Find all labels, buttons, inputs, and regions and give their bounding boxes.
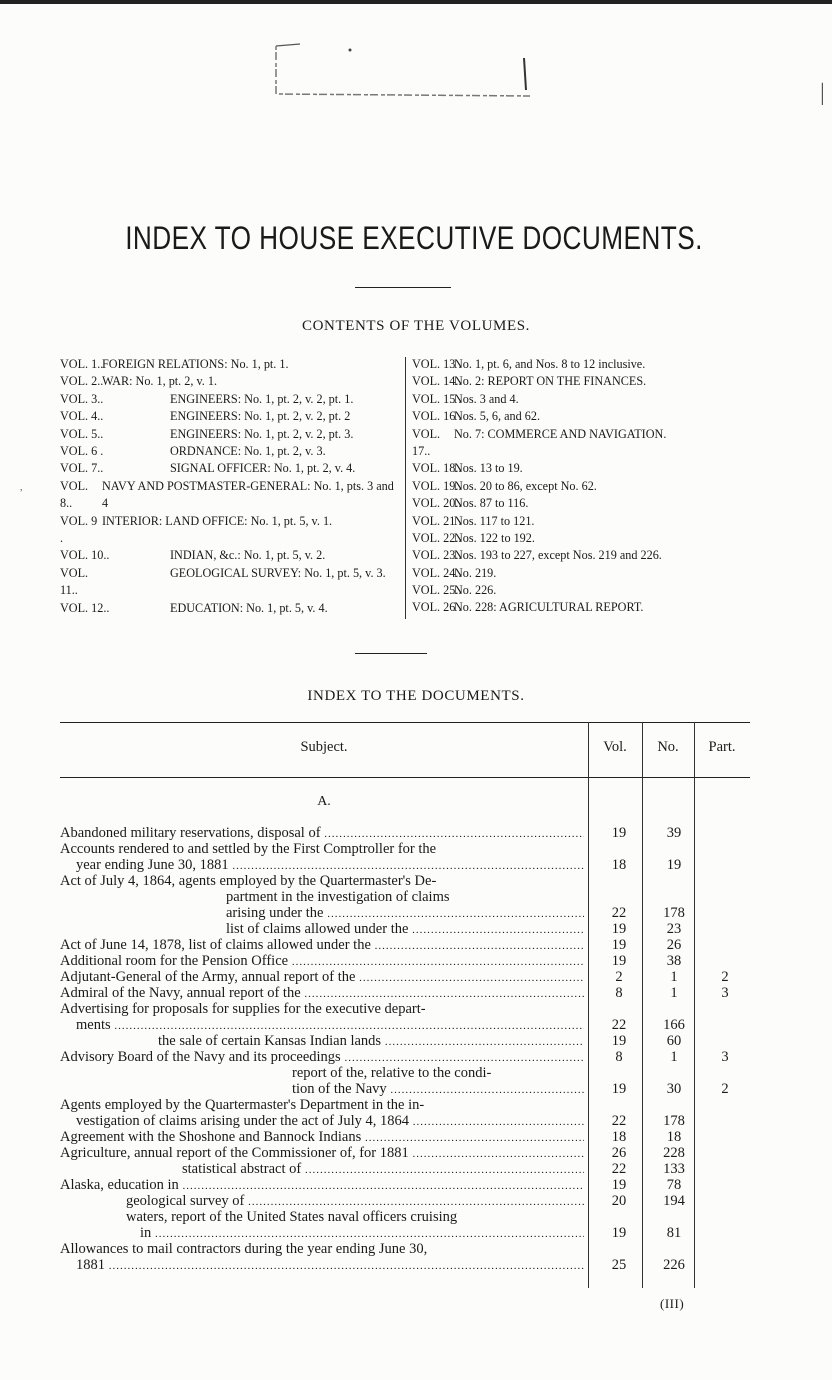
table-header-rule <box>60 777 750 778</box>
row-vol: 19 <box>611 825 627 841</box>
row-no: 226 <box>663 1257 685 1273</box>
subject-text: Act of July 4, 1864, agents employed by the Quartermaster's De- <box>60 873 437 889</box>
row-vol: 22 <box>611 1161 627 1177</box>
vol-label: VOL. 3.. <box>60 391 104 406</box>
row-no: 78 <box>666 1177 682 1193</box>
vol-entry <box>60 391 400 408</box>
row-vol: 22 <box>611 1017 627 1033</box>
vol-entry <box>412 530 757 547</box>
vol-contents: SIGNAL OFFICER: No. 1, pt. 2, v. 4. <box>170 461 356 476</box>
table-row <box>60 1241 750 1273</box>
table-row <box>60 825 750 841</box>
row-subject <box>60 985 584 1002</box>
vol-contents: EDUCATION: No. 1, pt. 5, v. 4. <box>170 600 328 615</box>
vol-contents: Nos. 193 to 227, except Nos. 219 and 226. <box>454 548 662 563</box>
row-subject <box>60 1161 584 1178</box>
vol-label: VOL. 7.. <box>60 461 104 476</box>
volumes-left-column <box>60 356 400 617</box>
table-row <box>60 1145 750 1161</box>
subject-text: the sale of certain Kansas Indian lands ..... <box>158 1033 584 1049</box>
vol-contents: Nos. 117 to 121. <box>454 513 535 528</box>
subject-text: list of claims allowed under the ..... <box>226 921 584 937</box>
vol-contents: No. 1, pt. 6, and Nos. 8 to 12 inclusive. <box>454 357 646 371</box>
vol-header: Vol. <box>603 739 627 755</box>
row-no: 19 <box>666 857 682 873</box>
vol-entry <box>412 599 757 616</box>
vol-entry <box>412 582 757 599</box>
subject-text: Agriculture, annual report of the Commissioner of, for 1881 ..... <box>60 1145 584 1161</box>
vol-label: VOL. 12.. <box>60 600 110 615</box>
row-subject <box>60 1033 584 1050</box>
subject-text: waters, report of the United States naval officers cruising <box>126 1209 458 1225</box>
vol-label: VOL. 4.. <box>60 409 104 424</box>
row-subject <box>60 1097 584 1130</box>
subject-text: Agents employed by the Quartermaster's Department in the in- <box>60 1097 425 1113</box>
row-no: 30 <box>666 1081 682 1097</box>
vol-contents: Nos. 87 to 116. <box>454 496 529 511</box>
row-vol: 18 <box>611 857 627 873</box>
row-vol: 8 <box>615 1049 623 1065</box>
volumes-right-column <box>412 356 757 617</box>
vol-entry <box>60 408 400 425</box>
contents-heading: CONTENTS OF THE VOLUMES. <box>301 318 531 334</box>
vol-label: VOL. 25.. <box>412 583 462 598</box>
row-subject <box>60 969 584 986</box>
section-rule <box>355 653 427 654</box>
subject-text: Accounts rendered to and settled by the First Comptroller for the <box>60 841 437 857</box>
row-no: 178 <box>663 1113 685 1129</box>
vol-entry <box>60 565 400 600</box>
table-row <box>60 1177 750 1193</box>
vol-label: VOL. 2.. <box>60 374 104 389</box>
table-row <box>60 1001 750 1033</box>
row-part: 2 <box>721 969 729 985</box>
row-vol: 19 <box>611 1225 627 1241</box>
vol-entry <box>412 547 757 564</box>
row-no: 1 <box>670 985 678 1001</box>
vol-entry <box>412 408 757 425</box>
row-vol: 2 <box>615 969 623 985</box>
vol-label: VOL. 15 . <box>412 391 462 406</box>
vol-contents: ORDNANCE: No. 1, pt. 2, v. 3. <box>170 443 326 458</box>
vol-contents: Nos. 13 to 19. <box>454 461 523 476</box>
row-part: 2 <box>721 1081 729 1097</box>
vol-entry <box>412 495 757 512</box>
subject-text: Act of June 14, 1878, list of claims allowed under the ..... <box>60 937 584 953</box>
speck: , <box>20 482 23 493</box>
table-row <box>60 1065 750 1097</box>
vol-entry <box>60 547 400 564</box>
subject-text: Admiral of the Navy, annual report of the ..... <box>60 985 584 1001</box>
vol-contents: No. 7: COMMERCE AND NAVIGATION. <box>454 426 667 441</box>
vol-contents: No. 219. <box>454 565 497 580</box>
subject-text: tion of the Navy ..... <box>292 1081 584 1097</box>
row-no: 228 <box>663 1145 685 1161</box>
table-row <box>60 937 750 953</box>
row-subject <box>60 1049 584 1066</box>
vol-label: VOL. 10.. <box>60 548 110 563</box>
subject-header: Subject. <box>300 739 348 755</box>
vol-contents: Nos. 5, 6, and 62. <box>454 409 540 424</box>
row-vol: 19 <box>611 937 627 953</box>
vol-entry <box>60 513 400 548</box>
vol-label: VOL. 9 . <box>60 513 98 545</box>
vol-entry <box>412 373 757 390</box>
vol-contents: Nos. 20 to 86, except No. 62. <box>454 478 597 493</box>
subject-text: Additional room for the Pension Office ..... <box>60 953 584 969</box>
vol-contents: INDIAN, &c.: No. 1, pt. 5, v. 2. <box>170 548 326 563</box>
row-no: 23 <box>666 921 682 937</box>
vol-contents: ENGINEERS: No. 1, pt. 2, v. 2, pt. 2 <box>170 409 351 424</box>
subject-text: arising under the ..... <box>226 905 584 921</box>
subject-text: vestigation of claims arising under the act of July 4, 1864 ..... <box>76 1113 584 1129</box>
table-top-rule <box>60 722 750 723</box>
row-no: 133 <box>663 1161 685 1177</box>
row-vol: 19 <box>611 953 627 969</box>
row-vol: 22 <box>611 905 627 921</box>
row-no: 178 <box>663 905 685 921</box>
row-subject <box>60 1193 584 1210</box>
row-subject <box>60 1065 584 1098</box>
edge-mark: | <box>820 80 825 106</box>
vol-label: VOL. 20.. <box>412 496 462 511</box>
vol-entry <box>412 478 757 495</box>
vol-label: VOL. 23.. <box>412 548 462 563</box>
row-subject <box>60 873 584 922</box>
vol-label: VOL. 8.. <box>60 478 89 511</box>
vol-label: VOL. 6 . <box>60 443 104 458</box>
row-vol: 19 <box>611 1081 627 1097</box>
vol-label: VOL. 26 . <box>412 600 462 615</box>
vol-contents: No. 226. <box>454 583 497 598</box>
page-title: INDEX TO HOUSE EXECUTIVE DOCUMENTS. <box>125 220 703 256</box>
row-vol: 19 <box>611 1033 627 1049</box>
subject-text: Advisory Board of the Navy and its proceedings ..... <box>60 1049 584 1065</box>
vol-entry <box>412 391 757 408</box>
row-vol: 22 <box>611 1113 627 1129</box>
table-row <box>60 873 750 921</box>
index-heading: INDEX TO THE DOCUMENTS. <box>307 688 525 704</box>
row-subject <box>60 937 584 954</box>
subject-text: report of the, relative to the condi- <box>292 1065 492 1081</box>
row-no: 39 <box>666 825 682 841</box>
table-row <box>60 1193 750 1209</box>
row-no: 194 <box>663 1193 685 1209</box>
row-subject <box>60 841 584 874</box>
row-part: 3 <box>721 985 729 1001</box>
row-no: 1 <box>670 969 678 985</box>
vol-contents: INTERIOR: LAND OFFICE: No. 1, pt. 5, v. 1. <box>102 513 333 528</box>
subject-text: Advertising for proposals for supplies for the executive depart- <box>60 1001 426 1017</box>
vol-label: VOL. 24.. <box>412 565 462 580</box>
row-no: 18 <box>666 1129 682 1145</box>
vol-label: VOL. 18.. <box>412 461 462 476</box>
no-header: No. <box>657 739 679 755</box>
row-no: 60 <box>666 1033 682 1049</box>
row-subject <box>60 1177 584 1194</box>
vol-contents: GEOLOGICAL SURVEY: No. 1, pt. 5, v. 3. <box>170 565 386 580</box>
subject-text: Allowances to mail contractors during the year ending June 30, <box>60 1241 428 1257</box>
vol-label: VOL. 5.. <box>60 426 104 441</box>
row-no: 38 <box>666 953 682 969</box>
subject-text: Abandoned military reservations, disposal of ..... <box>60 825 584 841</box>
row-no: 81 <box>666 1225 682 1241</box>
table-row <box>60 1097 750 1129</box>
vol-contents: FOREIGN RELATIONS: No. 1, pt. 1. <box>102 357 289 371</box>
row-vol: 26 <box>611 1145 627 1161</box>
row-vol: 18 <box>611 1129 627 1145</box>
faded-stamp <box>272 38 532 100</box>
page-top-edge <box>0 0 832 4</box>
subject-text: statistical abstract of ..... <box>182 1161 584 1177</box>
subject-text: partment in the investigation of claims <box>226 889 450 905</box>
page-number: (III) <box>660 1296 685 1311</box>
contents-divider <box>405 357 406 619</box>
vol-entry <box>60 460 400 477</box>
vol-entry <box>60 478 400 513</box>
vol-entry <box>60 356 400 373</box>
vol-contents: ENGINEERS: No. 1, pt. 2, v. 2, pt. 3. <box>170 426 354 441</box>
vol-contents: WAR: No. 1, pt. 2, v. 1. <box>102 374 217 389</box>
vol-label: VOL. 21 . <box>412 513 462 528</box>
row-vol: 19 <box>611 921 627 937</box>
row-no: 166 <box>663 1017 685 1033</box>
title-rule <box>355 287 451 288</box>
table-row <box>60 841 750 873</box>
vol-contents: Nos. 122 to 192. <box>454 530 535 545</box>
subject-text: geological survey of ..... <box>126 1193 584 1209</box>
row-no: 26 <box>666 937 682 953</box>
table-row <box>60 921 750 937</box>
vol-entry <box>60 373 400 390</box>
subject-text: year ending June 30, 1881 ..... <box>76 857 584 873</box>
vol-contents: NAVY AND POSTMASTER-GENERAL: No. 1, pts. 3 and 4 <box>102 478 394 511</box>
table-row <box>60 1161 750 1177</box>
row-subject <box>60 1145 584 1162</box>
vol-contents: ENGINEERS: No. 1, pt. 2, v. 2, pt. 1. <box>170 391 354 406</box>
vol-entry <box>60 600 400 617</box>
row-no: 1 <box>670 1049 678 1065</box>
table-row <box>60 1033 750 1049</box>
table-row <box>60 969 750 985</box>
vol-contents: No. 228: AGRICULTURAL REPORT. <box>454 600 644 615</box>
subject-text: 1881 ..... <box>76 1257 584 1273</box>
row-subject <box>60 1209 584 1242</box>
subject-text: Adjutant-General of the Army, annual report of the ..... <box>60 969 584 985</box>
vol-label: VOL. 11.. <box>60 565 89 598</box>
vol-entry <box>412 513 757 530</box>
vol-label: VOL. 22.. <box>412 530 462 545</box>
vol-label: VOL. 17.. <box>412 426 441 458</box>
row-subject <box>60 1001 584 1034</box>
vol-label: VOL. 19.. <box>412 478 462 493</box>
vol-entry <box>412 460 757 477</box>
table-row <box>60 1129 750 1145</box>
row-vol: 19 <box>611 1177 627 1193</box>
row-part: 3 <box>721 1049 729 1065</box>
vol-entry <box>60 443 400 460</box>
part-header: Part. <box>708 739 736 755</box>
vol-entry <box>412 356 757 373</box>
table-row <box>60 1049 750 1065</box>
subject-text: in ..... <box>140 1225 584 1241</box>
vol-entry <box>412 426 757 461</box>
subject-text: Alaska, education in ..... <box>60 1177 584 1193</box>
vol-label: VOL. 13 . <box>412 357 462 371</box>
row-subject <box>60 825 584 842</box>
vol-label: VOL. 16 . <box>412 409 462 424</box>
letter-heading: A. <box>317 794 331 809</box>
vol-contents: Nos. 3 and 4. <box>454 391 519 406</box>
table-row <box>60 1209 750 1241</box>
vol-contents: No. 2: REPORT ON THE FINANCES. <box>454 374 647 389</box>
row-subject <box>60 1129 584 1146</box>
row-subject <box>60 953 584 970</box>
vol-label: VOL. 1.. <box>60 357 104 371</box>
row-subject <box>60 921 584 938</box>
subject-text: Agreement with the Shoshone and Bannock Indians ..... <box>60 1129 584 1145</box>
table-row <box>60 953 750 969</box>
vol-entry <box>60 426 400 443</box>
vol-entry <box>412 565 757 582</box>
row-subject <box>60 1241 584 1274</box>
table-row <box>60 985 750 1001</box>
row-vol: 20 <box>611 1193 627 1209</box>
vol-label: VOL. 14.. <box>412 374 462 389</box>
subject-text: ments ..... <box>76 1017 584 1033</box>
row-vol: 8 <box>615 985 623 1001</box>
row-vol: 25 <box>611 1257 627 1273</box>
